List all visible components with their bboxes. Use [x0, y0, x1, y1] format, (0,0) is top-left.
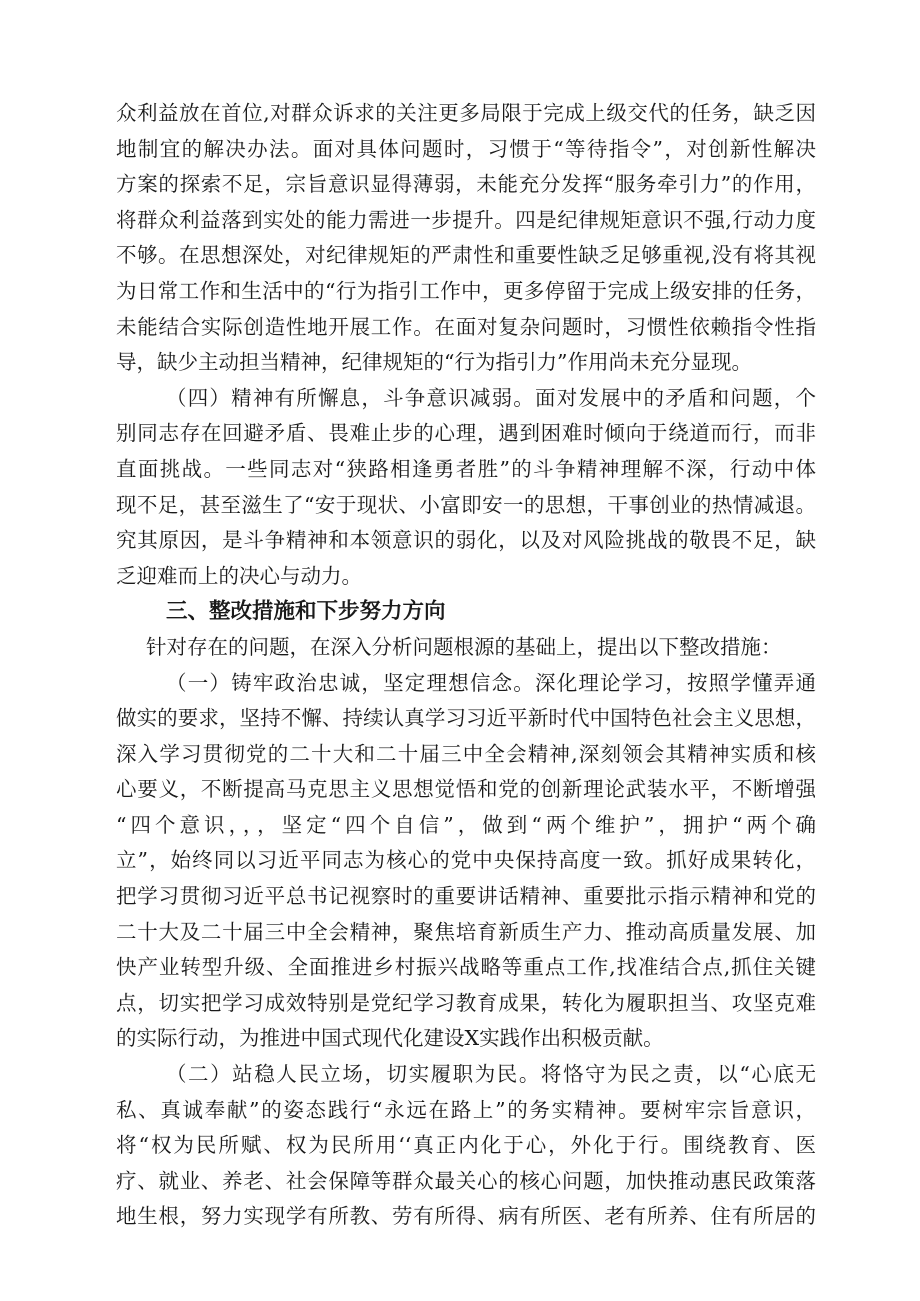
text-line: 做实的要求，坚持不懈、持续认真学习习近平新时代中国特色社会主义思想，	[116, 706, 816, 731]
text-line: （二）站稳人民立场，切实履职为民。将恪守为民之责，以“心底无	[166, 1062, 816, 1087]
text-line: 别同志存在回避矛盾、畏难止步的心理，遇到困难时倾向于绕道而行，而非	[116, 421, 816, 446]
text-line: 私、真诚奉献”的姿态践行“永远在路上”的务实精神。要树牢宗旨意识，	[116, 1097, 816, 1122]
text-line: 点，切实把学习成效特别是党纪学习教育成果，转化为履职担当、攻坚克难	[116, 990, 816, 1015]
paragraph-political-loyalty	[116, 666, 816, 1058]
text-line: 地生根，努力实现学有所教、劳有所得、病有所医、老有所养、住有所居的	[116, 1204, 816, 1229]
text-line: （四）精神有所懈息，斗争意识减弱。面对发展中的矛盾和问题，个	[166, 385, 816, 410]
text-line: 导，缺少主动担当精神，纪律规矩的“行为指引力”作用尚未充分显现。	[116, 350, 752, 375]
text-line: 未能结合实际创造性地开展工作。在面对复杂问题时，习惯性依赖指令性指	[116, 314, 816, 339]
text-line: 疗、就业、养老、社会保障等群众最关心的核心问题，加快推动惠民政策落	[116, 1168, 816, 1193]
text-line: 把学习贯彻习近平总书记视察时的重要讲话精神、重要批示指示精神和党的	[116, 884, 816, 909]
text-line: 二十大及二十届三中全会精神，聚焦培育新质生产力、推动高质量发展、加	[116, 919, 816, 944]
text-line: 现不足，甚至滋生了“安于现状、小富即安一的思想，干事创业的热情减退。	[116, 492, 816, 517]
paragraph-discipline	[116, 96, 816, 381]
text-line: 为日常工作和生活中的“行为指引工作中，更多停留于完成上级安排的任务，	[116, 278, 816, 303]
text-line: 乏迎难而上的决心与动力。	[116, 563, 362, 588]
text-line: 直面挑战。一些同志对“狭路相逢勇者胜”的斗争精神理解不深，行动中体	[116, 456, 816, 481]
text-line: 深入学习贯彻党的二十大和二十届三中全会精神,深刻领会其精神实质和核	[116, 741, 816, 766]
text-line: 方案的探索不足，宗旨意识显得薄弱，未能充分发挥“服务牵引力”的作用，	[116, 172, 816, 197]
text-line: 快产业转型升级、全面推进乡村振兴战略等重点工作,找准结合点,抓住关键	[116, 955, 816, 980]
text-line: 将“权为民所赋、权为民所用‘‘真正内化于心，外化于行。围绕教育、医	[116, 1133, 816, 1158]
document-page	[116, 96, 816, 1235]
text-line: （一）铸牢政治忠诚，坚定理想信念。深化理论学习，按照学懂弄通	[166, 670, 816, 695]
text-line: 心要义，不断提高马克思主义思想觉悟和党的创新理论武装水平，不断增强	[116, 777, 816, 802]
text-line: 的实际行动，为推进中国式现代化建设X实践作出积极贡献。	[116, 1026, 664, 1051]
paragraph-spirit	[116, 381, 816, 595]
text-line: 究其原因，是斗争精神和本领意识的弱化，以及对风险挑战的敬畏不足，缺	[116, 528, 816, 553]
text-line: 将群众利益落到实处的能力需进一步提升。四是纪律规矩意识不强,行动力度	[116, 207, 816, 232]
text-line: 不够。在思想深处，对纪律规矩的严肃性和重要性缺乏足够重视,没有将其视	[116, 243, 816, 268]
intro-line: 针对存在的问题，在深入分析问题根源的基础上，提出以下整改措施：	[146, 634, 782, 659]
text-line: 众利益放在首位,对群众诉求的关注更多局限于完成上级交代的任务，缺乏因	[116, 101, 816, 125]
text-line: “四个意识，，，坚定“四个自信”，做到“两个维护”，拥护“两个确	[116, 812, 816, 837]
text-line: 立”，始终同以习近平同志为核心的党中央保持高度一致。抓好成果转化，	[116, 848, 816, 873]
section-heading: 三、整改措施和下步努力方向	[166, 599, 446, 625]
text-line: 地制宜的解决办法。面对具体问题时，习惯于“等待指令”，对创新性解决	[116, 136, 816, 161]
paragraph-people-stance	[116, 1057, 816, 1235]
